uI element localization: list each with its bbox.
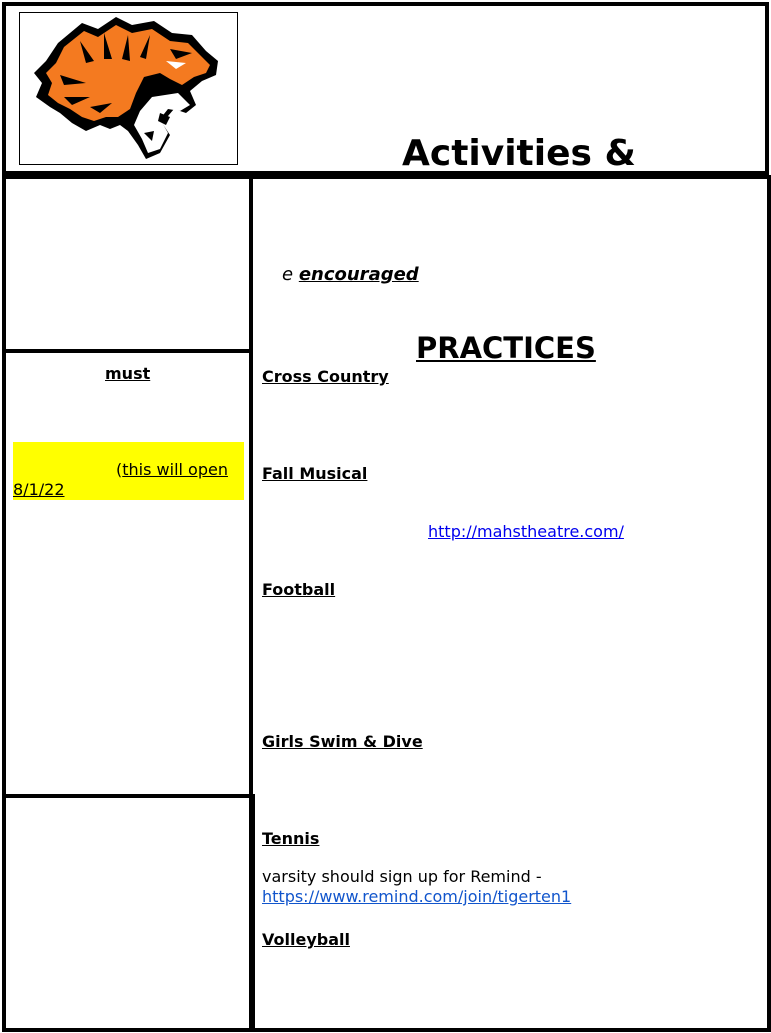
sidebar-divider-top bbox=[2, 349, 253, 353]
sport-fall-musical: Fall Musical bbox=[262, 464, 368, 483]
sidebar-note-date: 8/1/22 bbox=[13, 480, 65, 499]
tennis-remind-link[interactable]: https://www.remind.com/join/tigerten1 bbox=[262, 887, 572, 906]
sidebar-note bbox=[116, 460, 228, 480]
tiger-head-icon bbox=[20, 13, 238, 165]
logo bbox=[19, 12, 238, 165]
sport-tennis: Tennis bbox=[262, 829, 320, 848]
page-title: Activities & bbox=[402, 133, 636, 174]
column-divider-lower bbox=[251, 794, 255, 1032]
practices-heading: PRACTICES bbox=[416, 331, 596, 365]
sidebar-note-text: this will open bbox=[122, 460, 228, 479]
intro-prefix: e bbox=[282, 264, 294, 285]
sport-girls-swim-dive: Girls Swim & Dive bbox=[262, 732, 423, 751]
sport-volleyball: Volleyball bbox=[262, 930, 350, 949]
sport-cross-country: Cross Country bbox=[262, 367, 389, 386]
fall-musical-link[interactable]: http://mahstheatre.com/ bbox=[428, 522, 624, 541]
sidebar-must-label: must bbox=[105, 364, 151, 383]
intro-text bbox=[282, 264, 419, 285]
sidebar-divider-bottom bbox=[2, 794, 255, 798]
tennis-remind-note: varsity should sign up for Remind - bbox=[262, 867, 542, 886]
sidebar-note-paren: ( bbox=[116, 460, 123, 479]
sport-football: Football bbox=[262, 580, 336, 599]
intro-emphasis: encouraged bbox=[298, 264, 419, 285]
